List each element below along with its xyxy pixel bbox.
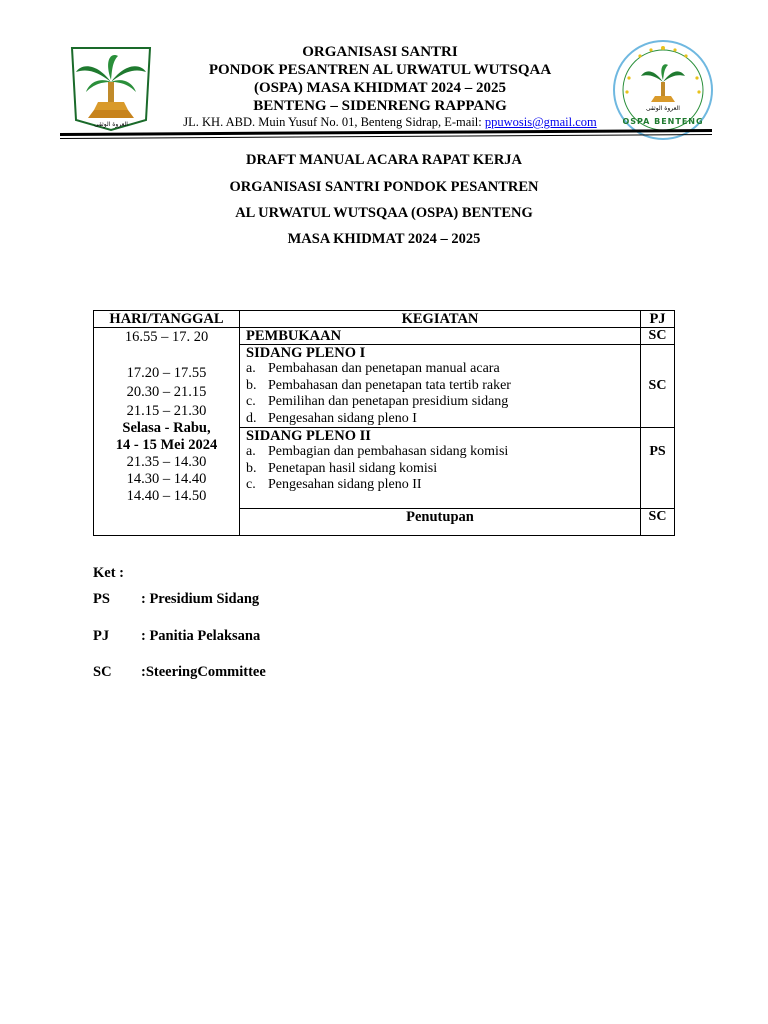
day-label: Selasa - Rabu, <box>122 420 211 436</box>
doc-title-line-4: MASA KHIDMAT 2024 – 2025 <box>287 231 481 247</box>
date-label: 14 - 15 Mei 2024 <box>115 437 218 453</box>
letterhead-line-3: (OSPA) MASA KHIDMAT 2024 – 2025 <box>253 80 507 96</box>
header-kegiatan: KEGIATAN <box>240 311 641 328</box>
pleno2-list <box>246 444 634 494</box>
time-slot: 21.15 – 21.30 <box>126 403 207 419</box>
pleno1-list <box>246 361 634 427</box>
svg-text:العروة الوثقى: العروة الوثقى <box>94 121 128 128</box>
table-header-row <box>94 311 675 328</box>
doc-title-line-2: ORGANISASI SANTRI PONDOK PESANTREN <box>229 179 539 195</box>
agenda-table <box>93 310 675 536</box>
pembukaan-label: PEMBUKAAN <box>240 328 641 345</box>
time-slot: 17.20 – 17.55 <box>126 365 207 381</box>
list-item: a. Pembahasan dan penetapan manual acara <box>246 361 500 376</box>
list-item: b. Pembahasan dan penetapan tata tertib raker <box>246 377 511 393</box>
list-item: c. Pemilihan dan penetapan presidium sidang <box>246 394 509 409</box>
legend-item-pj: PJ : Panitia Pelaksana <box>93 628 261 644</box>
pleno1-cell <box>240 345 641 428</box>
letterhead-line-4: BENTENG – SIDENRENG RAPPANG <box>253 98 507 114</box>
pleno2-cell <box>240 428 641 509</box>
penutupan-label: Penutupan <box>240 509 641 536</box>
pembukaan-pj: SC <box>641 328 675 345</box>
time-slot: 21.35 – 14.30 <box>126 454 207 470</box>
letterhead-line-1: ORGANISASI SANTRI <box>302 44 458 60</box>
list-item: a. Pembagian dan pembahasan sidang komisi <box>246 444 509 459</box>
pleno1-pj: SC <box>641 345 675 428</box>
list-item: c. Pengesahan sidang pleno II <box>246 477 422 492</box>
header-hari: HARI/TANGGAL <box>94 311 240 328</box>
logo-ring-text: OSPA BENTENG <box>622 117 704 126</box>
schedule-cell <box>94 328 240 536</box>
time-slot: 20.30 – 21.15 <box>126 384 207 400</box>
pleno2-pj: PS <box>641 428 675 509</box>
list-item: d. Pengesahan sidang pleno I <box>246 410 417 426</box>
time-slot: 14.30 – 14.40 <box>126 471 207 487</box>
doc-title-line-1: DRAFT MANUAL ACARA RAPAT KERJA <box>245 152 523 168</box>
legend-label: Ket : <box>93 565 124 581</box>
address-text: JL. KH. ABD. Muin Yusuf No. 01, Benteng Sidrap, E-mail: <box>183 115 485 129</box>
pleno1-title: SIDANG PLENO I <box>246 345 366 361</box>
time-slot: 14.40 – 14.50 <box>126 488 207 504</box>
doc-title-line-3: AL URWATUL WUTSQAA (OSPA) BENTENG <box>235 205 533 221</box>
pleno2-title: SIDANG PLENO II <box>246 428 371 444</box>
penutupan-pj: SC <box>641 509 675 536</box>
organization-logo-right <box>611 38 715 142</box>
list-item: b. Penetapan hasil sidang komisi <box>246 460 438 476</box>
time-slot: 16.55 – 17. 20 <box>124 329 209 345</box>
letterhead-address <box>160 115 620 130</box>
organization-logo-left <box>66 42 156 134</box>
svg-text:العروة الوثقى: العروة الوثقى <box>646 105 680 112</box>
legend-item-sc: SC :SteeringCommittee <box>93 664 266 680</box>
header-pj: PJ <box>641 311 675 328</box>
letterhead-line-2: PONDOK PESANTREN AL URWATUL WUTSQAA <box>208 62 552 78</box>
table-row <box>94 328 675 345</box>
email-link[interactable]: ppuwosis@gmail.com <box>484 115 597 129</box>
letterhead <box>160 43 600 115</box>
legend-item-ps: PS : Presidium Sidang <box>93 591 260 607</box>
